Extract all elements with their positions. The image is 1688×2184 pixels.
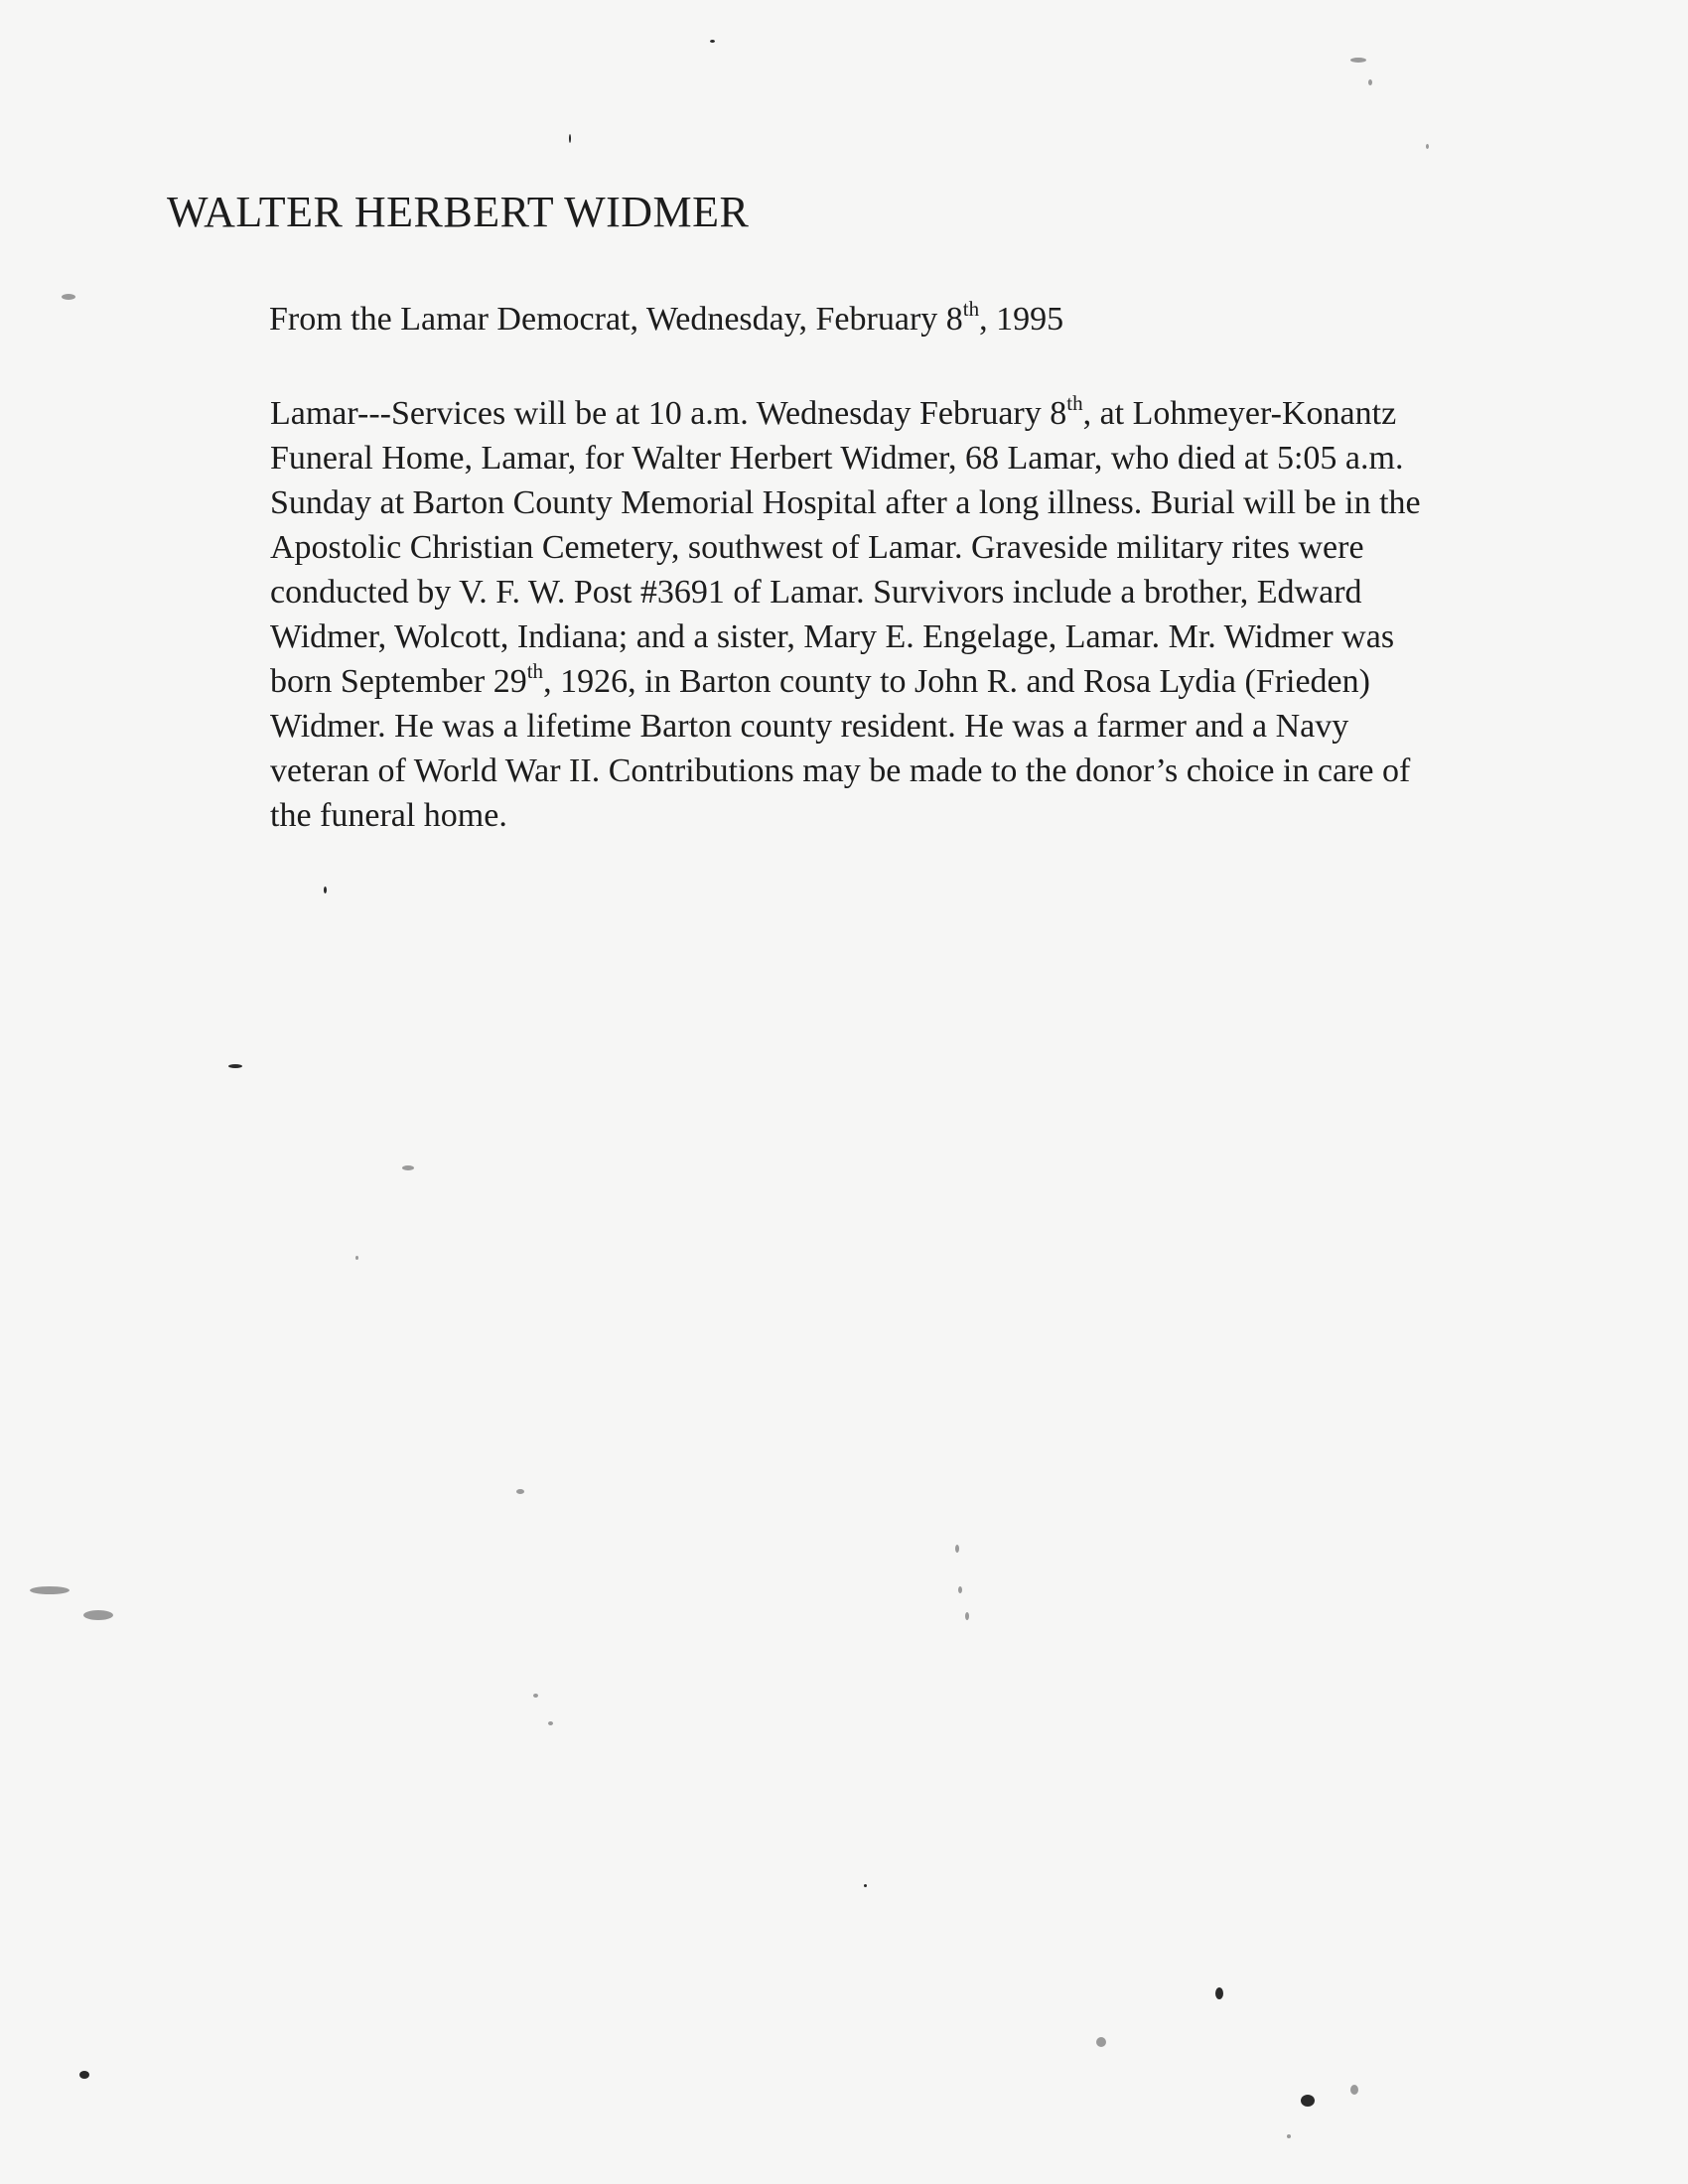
body-line: the funeral home. [270,797,507,834]
body-line: Apostolic Christian Cemetery, southwest of Lamar. Graveside military rites were [270,529,1364,566]
scan-speck [1426,144,1429,149]
scan-speck [30,1586,70,1594]
scan-speck [1350,2085,1358,2095]
body-line [270,659,1620,704]
obituary-body [270,391,1620,838]
scan-speck [324,887,327,893]
scan-speck [955,1545,959,1553]
body-line: veteran of World War II. Contributions may be made to the donor’s choice in care of [270,752,1411,789]
scan-speck [62,294,75,300]
scan-speck [864,1884,867,1887]
body-line-text: Lamar---Services will be at 10 a.m. Wednesday February 8 [270,395,1067,432]
obituary-title: WALTER HERBERT WIDMER [167,188,750,236]
scan-speck [1215,1987,1223,1999]
scan-speck [79,2071,89,2079]
source-line [269,297,1064,339]
body-line-text-end: , 1926, in Barton county to John R. and Rosa Lydia (Frieden) [543,663,1370,700]
source-text-end: , 1995 [979,301,1064,338]
body-line: Widmer. He was a lifetime Barton county resident. He was a farmer and a Navy [270,708,1349,745]
source-superscript: th [962,297,980,321]
body-line [270,391,1620,436]
body-line-text-end: , at Lohmeyer-Konantz [1082,395,1397,432]
body-line-superscript: th [526,659,544,683]
body-line-superscript: th [1066,391,1083,415]
body-line: Widmer, Wolcott, Indiana; and a sister, Mary E. Engelage, Lamar. Mr. Widmer was [270,618,1395,655]
body-line: Funeral Home, Lamar, for Walter Herbert Widmer, 68 Lamar, who died at 5:05 a.m. [270,440,1404,477]
body-line: Sunday at Barton County Memorial Hospital after a long illness. Burial will be in the [270,484,1421,521]
scan-speck [569,134,571,143]
scan-speck [402,1165,414,1170]
body-line: conducted by V. F. W. Post #3691 of Lamar. Survivors include a brother, Edward [270,574,1362,611]
scan-speck [548,1721,553,1725]
scan-speck [83,1610,113,1620]
scan-speck [1350,58,1366,63]
scan-speck [355,1256,358,1260]
scan-speck [228,1064,242,1068]
scan-speck [1287,2134,1291,2138]
scan-speck [965,1612,969,1620]
scan-speck [1096,2037,1106,2047]
scan-speck [516,1489,524,1494]
scan-speck [958,1586,962,1593]
source-text: From the Lamar Democrat, Wednesday, February 8 [269,301,963,338]
scan-speck [710,40,715,43]
scan-speck [1368,79,1372,85]
body-line-text: born September 29 [270,663,527,700]
scan-speck [1301,2095,1315,2107]
scan-speck [533,1694,538,1698]
